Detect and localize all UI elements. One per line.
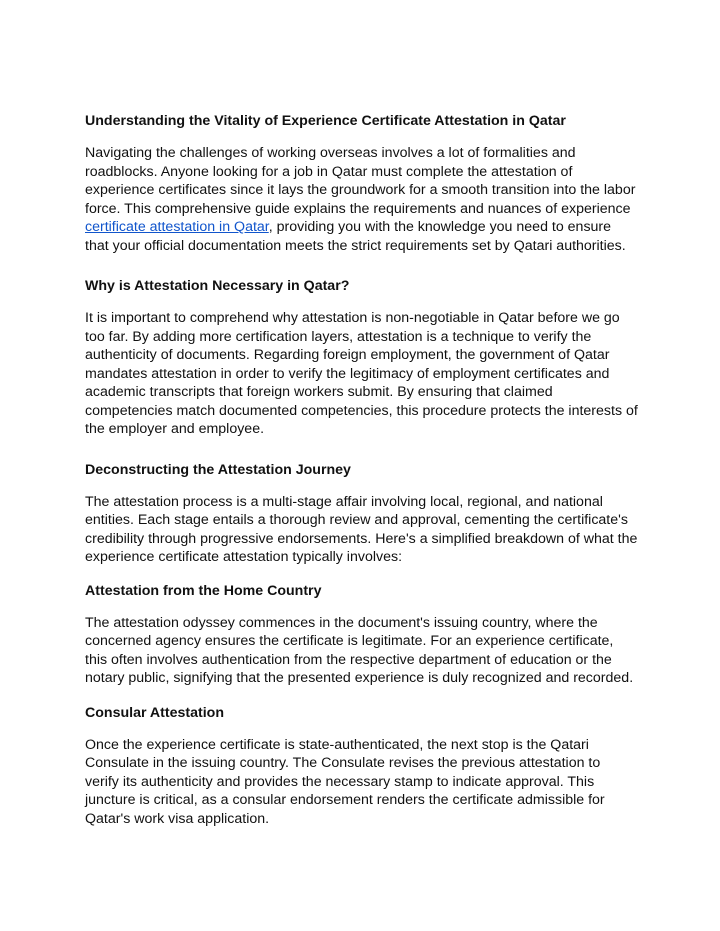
text-line: the employer and employee. bbox=[85, 421, 265, 437]
section-heading-consular: Consular Attestation bbox=[85, 704, 224, 721]
section-heading-why-attestation: Why is Attestation Necessary in Qatar? bbox=[85, 278, 350, 294]
text-line: experience certificate attestation typically involves: bbox=[85, 549, 403, 565]
certificate-attestation-link[interactable]: certificate attestation in Qatar bbox=[85, 219, 269, 235]
paragraph-attestation-journey bbox=[85, 493, 641, 567]
paragraph-why-attestation bbox=[85, 309, 641, 439]
text-line: verify its authenticity and provides the necessary stamp to indicate approval. This bbox=[85, 773, 595, 790]
text-line: this often involves authentication from the respective department of education or the bbox=[85, 651, 612, 668]
text-line: competencies match documented competencies, this procedure protects the interests of bbox=[85, 402, 638, 419]
section-heading-vitality: Understanding the Vitality of Experience Certificate Attestation in Qatar bbox=[85, 113, 566, 129]
text-line: that your official documentation meets the strict requirements set by Qatari authorities. bbox=[85, 237, 626, 254]
text-line: Consulate in the issuing country. The Consulate revises the previous attestation to bbox=[85, 755, 601, 771]
text-line: The attestation odyssey commences in the document's issuing country, where the bbox=[85, 614, 598, 631]
text-line: concerned agency ensures the certificate is legitimate. For an experience certificate, bbox=[85, 633, 614, 649]
text-line: juncture is critical, as a consular endorsement renders the certificate admissible for bbox=[85, 792, 605, 808]
text-line: Navigating the challenges of working overseas involves a lot of formalities and bbox=[85, 145, 576, 161]
text-line: force. This comprehensive guide explains the requirements and nuances of experience bbox=[85, 200, 631, 217]
document-body bbox=[85, 111, 641, 828]
text-line: It is important to comprehend why attestation is non-negotiable in Qatar before we go bbox=[85, 310, 620, 326]
paragraph-consular bbox=[85, 736, 641, 829]
text-line: entities. Each stage entails a thorough review and approval, cementing the certificate's bbox=[85, 512, 628, 528]
text-line: academic transcripts that foreign workers submit. By ensuring that claimed bbox=[85, 384, 553, 400]
text-line: roadblocks. Anyone looking for a job in Qatar must complete the attestation of bbox=[85, 163, 573, 180]
text-line: Once the experience certificate is state-authenticated, the next stop is the Qatari bbox=[85, 736, 589, 753]
paragraph-home-country bbox=[85, 614, 641, 688]
text-line bbox=[85, 218, 641, 237]
text-line: authenticity of documents. Regarding foreign employment, the government of Qatar bbox=[85, 347, 610, 363]
text-line: credibility through progressive endorsements. Here's a simplified breakdown of what the bbox=[85, 530, 638, 547]
text-line: Qatar's work visa application. bbox=[85, 810, 270, 827]
paragraph-vitality bbox=[85, 144, 641, 255]
section-heading-home-country: Attestation from the Home Country bbox=[85, 582, 322, 599]
text-line: The attestation process is a multi-stage affair involving local, regional, and national bbox=[85, 493, 603, 510]
text-line: mandates attestation in order to verify the legitimacy of employment certificates and bbox=[85, 365, 610, 382]
section-heading-attestation-journey: Deconstructing the Attestation Journey bbox=[85, 461, 351, 478]
text-line: experience certificates since it lays the groundwork for a smooth transition into the labor bbox=[85, 182, 636, 198]
text-after-link: , providing you with the knowledge you need to ensure bbox=[268, 219, 612, 235]
text-line: notary public, signifying that the presented experience is duly recognized and recorded. bbox=[85, 670, 634, 686]
text-line: too far. By adding more certification layers, attestation is a technique to verify the bbox=[85, 328, 592, 345]
